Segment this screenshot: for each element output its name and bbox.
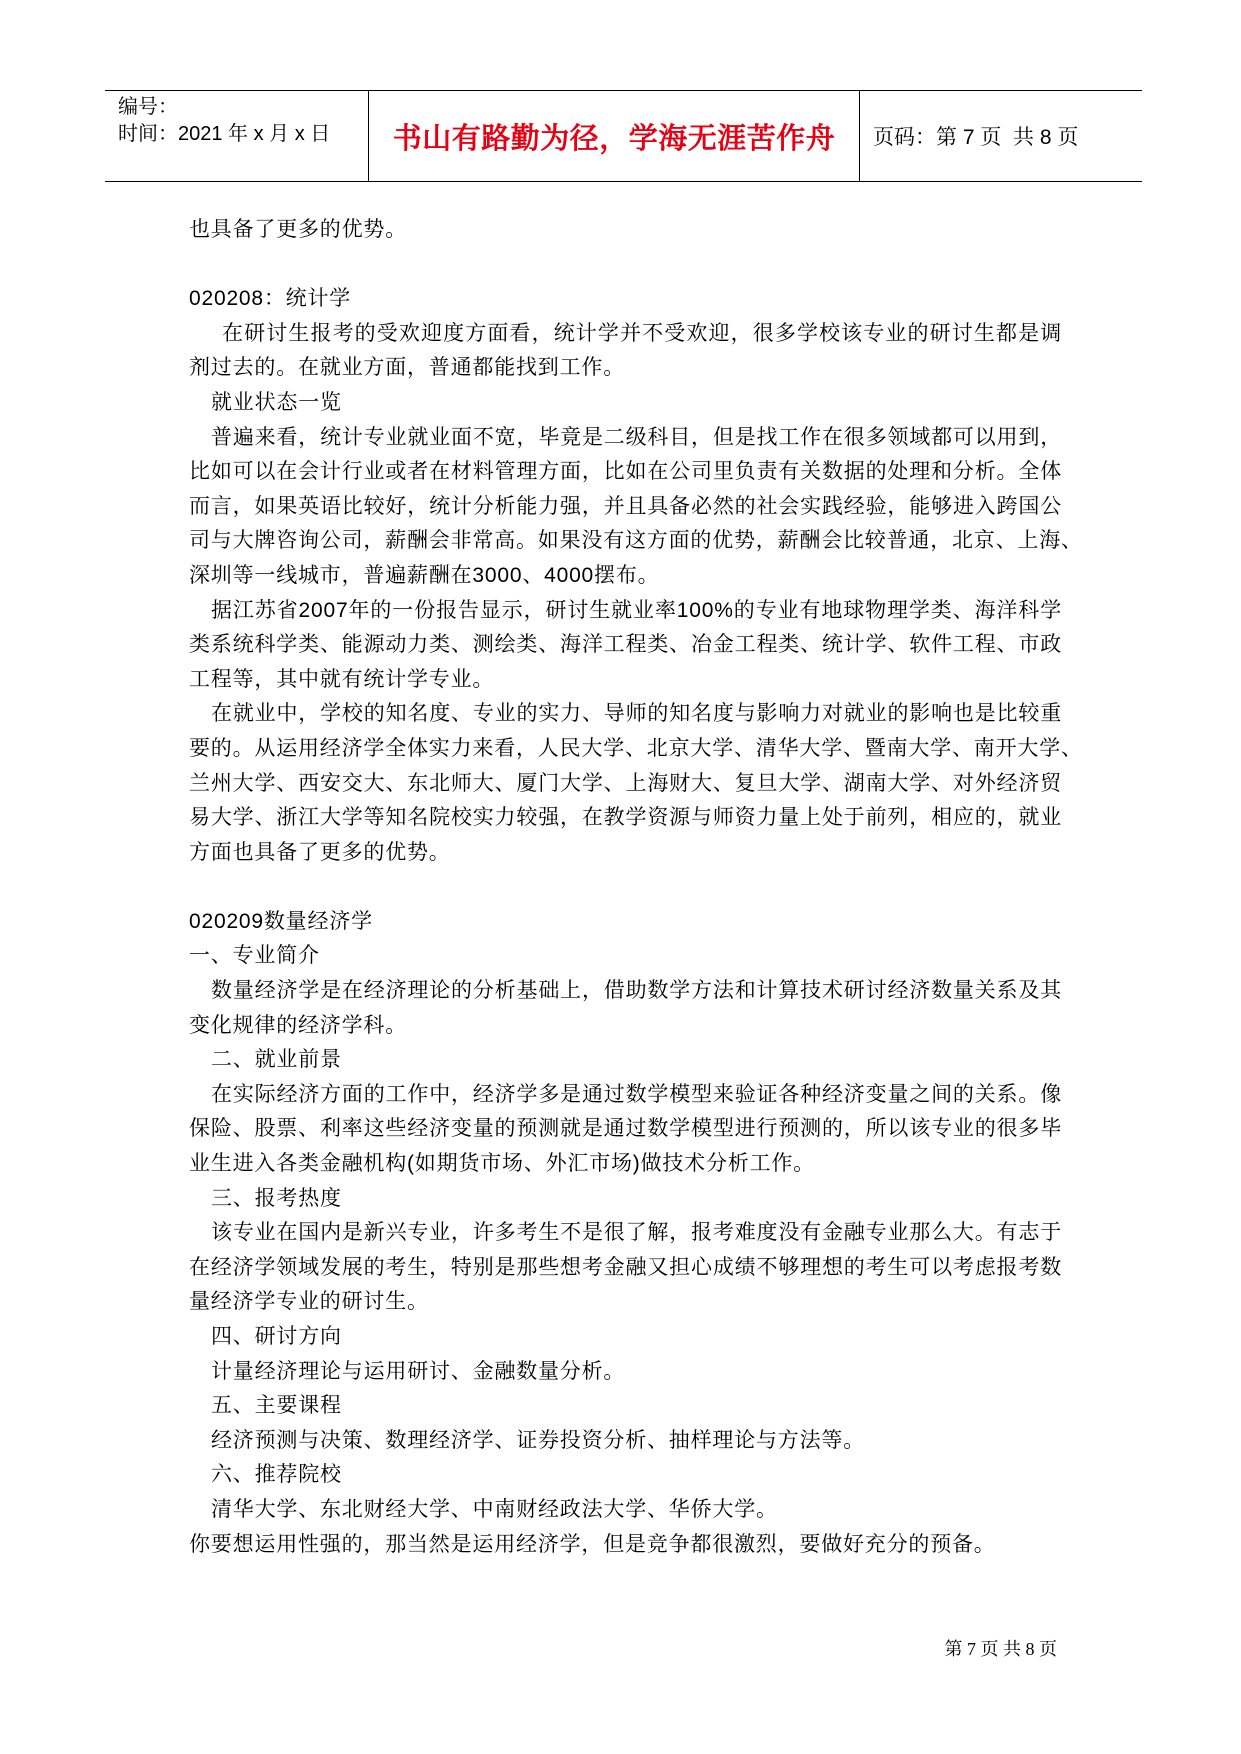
body-line: 数量经济学是在经济理论的分析基础上，借助数学方法和计算技术研讨经济数量关系及其	[211, 979, 1062, 1003]
body-line: 在研讨生报考的受欢迎度方面看，统计学并不受欢迎，很多学校该专业的研讨生都是调	[222, 321, 1062, 345]
page-footer-number: 第 7 页 共 8 页	[944, 1639, 1057, 1659]
document-body	[189, 213, 1083, 1562]
body-line: 要的。从运用经济学全体实力来看，人民大学、北京大学、清华大学、暨南大学、南开大学、	[189, 736, 1083, 760]
body-line: 你要想运用性强的，那当然是运用经济学，但是竞争都很激烈，要做好充分的预备。	[189, 1532, 996, 1556]
body-line: 计量经济理论与运用研讨、金融数量分析。	[211, 1359, 626, 1383]
header-motto-cell	[369, 91, 860, 181]
body-line: 工程等，其中就有统计学专业。	[189, 667, 495, 691]
body-line: 深圳等一线城市，普遍薪酬在3000、4000摆布。	[189, 563, 660, 587]
subheading: 四、研讨方向	[211, 1325, 342, 1348]
subheading: 一、专业简介	[189, 944, 320, 968]
page-header	[105, 90, 1142, 182]
blank-line	[189, 248, 1062, 283]
body-line: 在实际经济方面的工作中，经济学多是通过数学模型来验证各种经济变量之间的关系。像	[211, 1082, 1062, 1106]
subheading: 就业状态一览	[211, 390, 342, 414]
body-line: 兰州大学、西安交大、东北师大、厦门大学、上海财大、复旦大学、湖南大学、对外经济贸	[189, 771, 1062, 795]
serial-number-label: 编号：	[118, 96, 178, 118]
body-line: 保险、股票、利率这些经济变量的预测就是通过数学模型进行预测的，所以该专业的很多毕	[189, 1117, 1062, 1141]
time-label: 时间：2021 年 x 月 x 日	[118, 123, 331, 145]
section-heading-statistics: 020208：统计学	[189, 287, 352, 311]
body-line: 在经济学领域发展的考生，特别是那些想考金融又担心成绩不够理想的考生可以考虑报考数	[189, 1255, 1062, 1279]
header-info-cell	[105, 91, 369, 181]
body-line: 该专业在国内是新兴专业，许多考生不是很了解，报考难度没有金融专业那么大。有志于	[211, 1221, 1062, 1245]
subheading: 三、报考热度	[211, 1186, 342, 1210]
subheading: 六、推荐院校	[211, 1463, 342, 1487]
subheading: 二、就业前景	[211, 1048, 342, 1072]
body-line: 据江苏省2007年的一份报告显示，研讨生就业率100%的专业有地球物理学类、海洋科学	[211, 598, 1062, 622]
body-line: 方面也具备了更多的优势。	[189, 840, 451, 864]
body-line: 而言，如果英语比较好，统计分析能力强，并且具备必然的社会实践经验，能够进入跨国公	[189, 494, 1062, 518]
body-line: 易大学、浙江大学等知名院校实力较强，在教学资源与师资力量上处于前列，相应的，就业	[189, 806, 1062, 830]
subheading: 五、主要课程	[211, 1394, 342, 1418]
body-line: 比如可以在会计行业或者在材料管理方面，比如在公司里负责有关数据的处理和分析。全体	[189, 460, 1062, 484]
body-line: 清华大学、东北财经大学、中南财经政法大学、华侨大学。	[211, 1497, 778, 1521]
header-page-info: 页码：第 7 页 共 8 页	[873, 126, 1079, 149]
body-line: 类系统科学类、能源动力类、测绘类、海洋工程类、冶金工程类、统计学、软件工程、市政	[189, 633, 1062, 657]
blank-line	[189, 870, 1062, 905]
body-line: 普遍来看，统计专业就业面不宽，毕竟是二级科目，但是找工作在很多领域都可以用到，	[211, 425, 1062, 449]
body-line: 也具备了更多的优势。	[189, 218, 407, 241]
body-line: 业生进入各类金融机构(如期货市场、外汇市场)做技术分析工作。	[189, 1152, 815, 1176]
body-line: 剂过去的。在就业方面，普通都能找到工作。	[189, 356, 625, 380]
body-line: 司与大牌咨询公司，薪酬会非常高。如果没有这方面的优势，薪酬会比较普通，北京、上海、	[189, 529, 1083, 553]
body-line: 经济预测与决策、数理经济学、证券投资分析、抽样理论与方法等。	[211, 1428, 865, 1452]
body-line: 量经济学专业的研讨生。	[189, 1290, 429, 1314]
motto-text: 书山有路勤为径，学海无涯苦作舟	[392, 120, 836, 155]
body-line: 在就业中，学校的知名度、专业的实力、导师的知名度与影响力对就业的影响也是比较重	[211, 702, 1062, 726]
section-heading-quantitative-economics: 020209数量经济学	[189, 909, 373, 933]
body-line: 变化规律的经济学科。	[189, 1013, 407, 1037]
